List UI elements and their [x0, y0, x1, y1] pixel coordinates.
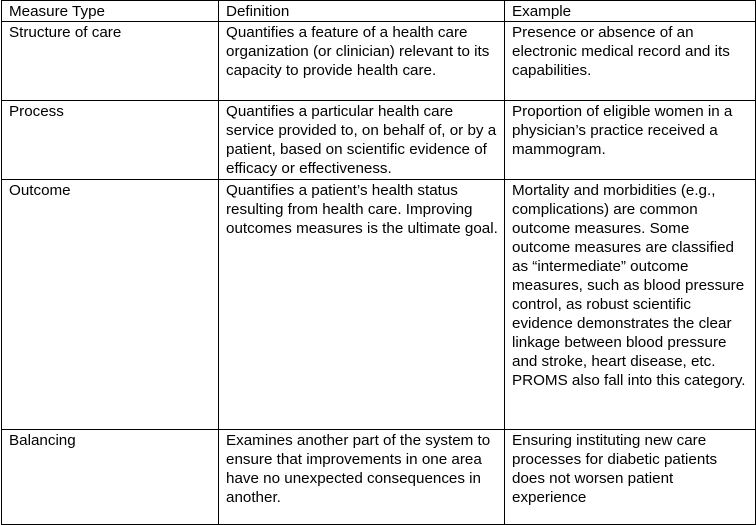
- table-header-row: [2, 1, 756, 22]
- header-example: Example: [505, 1, 756, 22]
- cell-definition: Quantifies a patient’s health status resulting from health care. Improving outcomes measures is the ultimate goal.: [219, 180, 505, 430]
- cell-definition: Quantifies a particular health care service provided to, on behalf of, or by a patient, based on scientific evidence of efficacy or effectiveness.: [219, 101, 505, 180]
- table-row: [2, 101, 756, 180]
- cell-measure-type: Balancing: [2, 430, 219, 525]
- cell-example: Ensuring instituting new care processes for diabetic patients does not worsen patient experience: [505, 430, 756, 525]
- cell-measure-type: Outcome: [2, 180, 219, 430]
- measure-types-table: [1, 0, 756, 525]
- cell-definition: Quantifies a feature of a health care organization (or clinician) relevant to its capacity to provide health care.: [219, 22, 505, 101]
- table-row: [2, 22, 756, 101]
- cell-example: Presence or absence of an electronic medical record and its capabilities.: [505, 22, 756, 101]
- table-row: [2, 180, 756, 430]
- cell-measure-type: Structure of care: [2, 22, 219, 101]
- cell-example: Mortality and morbidities (e.g., complications) are common outcome measures. Some outcome measures are classified as “intermediate” outcome measures, such as blood pressure control, as robust scientific evidence demonstrates the clear linkage between blood pressure and stroke, heart disease, etc. PROMS also fall into this category.: [505, 180, 756, 430]
- header-definition: Definition: [219, 1, 505, 22]
- table-row: [2, 430, 756, 525]
- header-measure-type: Measure Type: [2, 1, 219, 22]
- cell-example: Proportion of eligible women in a physician’s practice received a mammogram.: [505, 101, 756, 180]
- cell-measure-type: Process: [2, 101, 219, 180]
- cell-definition: Examines another part of the system to ensure that improvements in one area have no unexpected consequences in another.: [219, 430, 505, 525]
